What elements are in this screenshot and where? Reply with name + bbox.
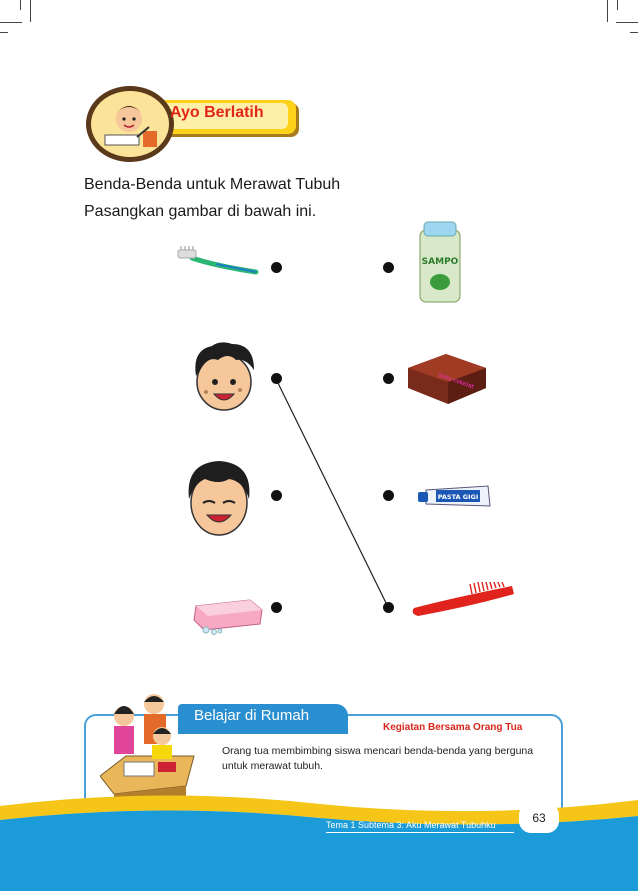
homework-description: Orang tua membimbing siswa mencari benda-benda yang berguna untuk merawat tubuh. bbox=[222, 745, 534, 772]
match-dot-right-3[interactable] bbox=[383, 490, 394, 501]
soap-icon bbox=[190, 596, 266, 640]
boy-head-clean-icon bbox=[183, 457, 255, 545]
match-dot-left-4[interactable] bbox=[271, 602, 282, 613]
homework-activity-label: Kegiatan Bersama Orang Tua bbox=[383, 722, 523, 733]
match-dot-left-2[interactable] bbox=[271, 373, 282, 384]
match-dot-left-1[interactable] bbox=[271, 262, 282, 273]
toothpaste-icon bbox=[418, 484, 494, 514]
shampoo-label: SAMPO bbox=[421, 257, 459, 267]
match-dot-left-3[interactable] bbox=[271, 490, 282, 501]
shampoo-bottle-icon bbox=[414, 220, 466, 308]
exercise-title: Benda-Benda untuk Merawat Tubuh bbox=[84, 176, 341, 193]
page-number: 63 bbox=[519, 803, 559, 833]
footer-theme-text: Tema 1 Subtema 3: Aku Merawat Tubuhku bbox=[326, 820, 496, 830]
toothbrush-icon bbox=[176, 246, 260, 282]
toothpaste-label: PASTA GIGI bbox=[437, 493, 479, 501]
chocolate-label: susu cokelat bbox=[437, 371, 475, 391]
homework-banner-label: Belajar di Rumah bbox=[194, 707, 310, 724]
comb-icon bbox=[412, 582, 516, 622]
exercise-instruction: Pasangkan gambar di bawah ini. bbox=[84, 203, 317, 220]
match-dot-right-2[interactable] bbox=[383, 373, 394, 384]
section-banner-label: Ayo Berlatih bbox=[170, 104, 264, 121]
match-dot-right-1[interactable] bbox=[383, 262, 394, 273]
chocolate-box-icon bbox=[404, 350, 490, 410]
boy-head-dirty-icon bbox=[188, 340, 260, 418]
match-dot-right-4[interactable] bbox=[383, 602, 394, 613]
